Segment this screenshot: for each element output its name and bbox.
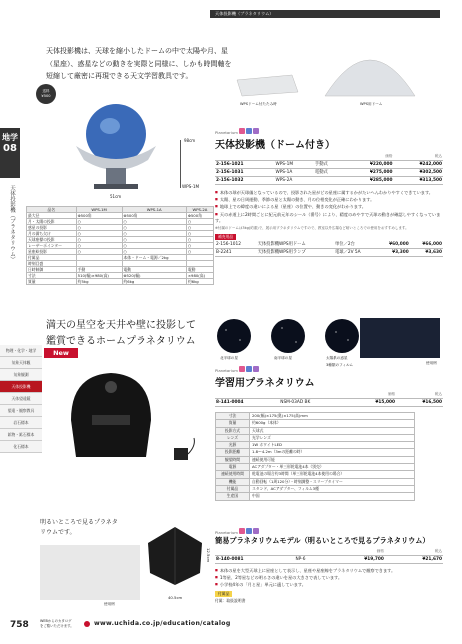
spec-key: 連続使用時間 — [216, 471, 250, 478]
option-spec: 単位／2台 — [334, 241, 377, 249]
spec-cell: ○ — [122, 225, 186, 231]
spec-header: WPS-2A — [186, 207, 213, 213]
price-type — [314, 177, 344, 185]
price-price: ¥275,000 — [344, 169, 394, 177]
spec-cell: 質量 — [27, 279, 77, 285]
spec-cell: 月・太陽の投影 — [27, 219, 77, 225]
spec-row — [216, 456, 415, 463]
product1-tag: Planetarium — [215, 130, 238, 135]
planetarium-image — [56, 365, 166, 465]
spec-cell: ○ — [186, 219, 213, 225]
spec-cell: 510(幅)×980(高) — [76, 273, 122, 279]
option-name: 天体投影機WPS用ランプ — [257, 249, 334, 257]
use-caption2: 使用例 — [104, 602, 115, 606]
spec-key: 付属品 — [216, 485, 250, 492]
spec-cell: ○ — [122, 243, 186, 249]
price-code: 2-156-1021 — [215, 161, 274, 169]
polyhedron-image — [144, 525, 206, 587]
spec-cell: 約6kg — [186, 279, 213, 285]
spec-cell: 約5kg — [76, 279, 122, 285]
accessory-text: 付属：取扱説明書 — [215, 597, 246, 603]
spec-value: 光学レンズ — [250, 434, 415, 441]
spec-cell: 電動 — [122, 267, 186, 273]
spec-cell: Φ520(幅) — [122, 273, 186, 279]
new-label: New — [44, 348, 78, 358]
spec-value: ACアダプター・単三形乾電池4本（別売） — [250, 464, 415, 471]
product3-tag: Planetarium — [215, 530, 238, 535]
projector-image — [56, 98, 176, 193]
spec-cell: ○ — [122, 219, 186, 225]
spec-key: 観望時間 — [216, 456, 250, 463]
spec-cell: ○ — [186, 237, 213, 243]
spec-row — [216, 478, 415, 485]
dim2-h: 12.5cm — [206, 548, 211, 563]
caption-folded: WPSドーム付たたみ時 — [240, 102, 277, 106]
price-model: WPS-1A — [274, 169, 313, 177]
spec-value: 1.8～4.2m（3mの距離の時） — [250, 449, 415, 456]
col-tax: 税込 — [393, 153, 443, 161]
option-tax: ¥3,630 — [410, 249, 443, 257]
spec-row — [216, 464, 415, 471]
side-nav-item[interactable]: 化石標本 — [0, 441, 42, 453]
product2-code: 8-141-0004 — [215, 399, 279, 407]
spec-key: 投影方式 — [216, 427, 250, 434]
category-tab — [0, 128, 20, 178]
spec-value: 天球式 — [250, 427, 415, 434]
side-nav-item[interactable]: 天体望遠鏡 — [0, 393, 42, 405]
option-code: 2-156-1012 — [215, 241, 257, 249]
product3-tax: ¥21,670 — [385, 556, 443, 564]
caption-dome: WPS用ドーム — [360, 102, 383, 106]
product3-title: 簡易プラネタリウムモデル（明るいところで見るプラネタリウム） — [215, 536, 430, 545]
product2-tax: ¥16,500 — [396, 399, 443, 407]
product3-price: ¥19,700 — [327, 556, 385, 564]
option-name: 天体投影機WPS用ドーム — [257, 241, 334, 249]
feature-item: ■ 太陽、星の日周運動、季節の星と太陽の動き、月の位相変化が正確にわかります。 — [215, 196, 443, 203]
spec-value: 200(幅)×175(奥)×175(高)mm — [250, 413, 415, 420]
height-dim: 98cm — [184, 138, 196, 143]
product3-price-table — [215, 548, 443, 564]
spec-cell: 日時制御 — [27, 267, 77, 273]
arrow-icon — [84, 621, 90, 627]
dim2-w: 40.5cm — [168, 595, 183, 600]
spec-cell: ○ — [76, 249, 122, 255]
spec-value: 乾電池の場合約3時間（単三形乾電池4本使用の場合） — [250, 471, 415, 478]
spec-key: 電源 — [216, 464, 250, 471]
spec-cell: ○ — [186, 225, 213, 231]
col-price: 価格 — [327, 548, 385, 556]
side-nav — [0, 345, 42, 453]
col-price: 価格 — [349, 391, 396, 399]
spec-cell: 星座絵投影 — [27, 249, 77, 255]
spec-value: 1W ホワイトLED — [250, 442, 415, 449]
col-tax: 税込 — [396, 391, 443, 399]
product2-model: NSM-03AD BK — [279, 399, 349, 407]
spec-row — [216, 413, 415, 420]
spec-row — [216, 493, 415, 500]
bottom-left-text: 明るいところで見るプラネタリウムです。 — [40, 519, 118, 536]
spec-cell: Φ500角 — [122, 213, 186, 219]
price-price: ¥285,000 — [344, 177, 394, 185]
product2-tag: Planetarium — [215, 368, 238, 373]
spec-cell: ○ — [122, 237, 186, 243]
spec-cell: 本体・ドーム・電源／2kg — [122, 255, 186, 261]
spec-row — [216, 427, 415, 434]
dark-room-photo — [40, 545, 140, 600]
product-label: WPS-1M — [182, 184, 200, 189]
spec-cell: 時刻目盛 — [27, 261, 77, 267]
folded-dome-image — [232, 70, 302, 100]
spec-value: スタンド、ACアダプター、フィルム3種 — [250, 485, 415, 492]
spec-key: 光源 — [216, 442, 250, 449]
category-title: 天体投影機（プラネタリウム） — [9, 185, 15, 262]
feature-item: ■ 天の赤道上に2時間ごとに紀元前元年のシール（番号）により、精度のめやすで天球の動きが確認しやすくなっています。 — [215, 211, 443, 224]
shipping-badge: 送料 ¥500 — [36, 84, 56, 104]
price-code: 2-156-1031 — [215, 169, 274, 177]
width-dim: 51cm — [110, 194, 122, 199]
price-tax: ¥242,000 — [393, 161, 443, 169]
product2-price-table — [215, 391, 443, 407]
option-code: B-2241 — [215, 249, 257, 257]
price-tax: ¥302,500 — [393, 169, 443, 177]
option-row — [215, 249, 443, 257]
spec-key: 生産国 — [216, 493, 250, 500]
dome-image — [320, 44, 420, 100]
spec-cell: ○ — [76, 243, 122, 249]
option-spec: 電球／2V 5A — [334, 249, 377, 257]
col-price: 価格 — [344, 153, 394, 161]
feature-item: ■ 1等星、2等星などの明るさの違いを星の大きさで表しています。 — [215, 574, 445, 581]
disc-caption-extra: 3種類のフィルム — [326, 363, 354, 367]
spec-row — [216, 420, 415, 427]
options-header: 補充用品 — [215, 234, 236, 240]
footer-note: WEBからのカタログをご覧いただけます。 — [40, 619, 74, 628]
spec-cell: 電動 — [186, 267, 213, 273]
price-row — [215, 177, 443, 185]
price-tax: ¥313,500 — [393, 177, 443, 185]
spec-row — [216, 442, 415, 449]
options-table — [215, 241, 443, 257]
spec-key: 投影距離 — [216, 449, 250, 456]
price-model: WPS-2A — [274, 177, 313, 185]
spec-row — [216, 485, 415, 492]
feature-item: ■ 小学校4年の「月と星」単元に適しています。 — [215, 581, 445, 588]
intro-text: 天体投影機は、天球を縮小したドームの中で太陽や月、星（星座）、惑星などの動きを実際と同様に、しかも時間軸を短縮して厳密に再現できる天文学習教具です。 — [46, 47, 232, 80]
accessory-header: 付属品 — [215, 591, 232, 597]
option-row — [215, 241, 443, 249]
spec-value: 自動回転（1周120分）・時刻調整・スリープタイマー — [250, 478, 415, 485]
spec-cell: ○ — [122, 231, 186, 237]
disc-caption: 北半球の星 — [220, 356, 238, 360]
spec-cell: 約6kg — [122, 279, 186, 285]
spec-cell: ○ — [186, 231, 213, 237]
feature-item: ■ 本体の星を大型天球上に星座として表示し、星座や星座線をプラネタリウムで観察できます。 — [215, 567, 445, 574]
height-line — [180, 140, 182, 188]
spec-cell: Φ500角 — [76, 213, 122, 219]
product2-price: ¥15,000 — [349, 399, 396, 407]
spec-cell: ○ — [76, 219, 122, 225]
spec-cell: ○ — [186, 243, 213, 249]
feature-item: ■ 地球上での緯度の違いによる星（星座）の位置や、動きの変化がわかります。 — [215, 203, 443, 210]
feature-item: ■ 本体の球が天球儀となっているので、投影された星がどの星座に属するかがたいへんわかりやすくできています。 — [215, 189, 443, 196]
spec-cell: ×980(高) — [186, 273, 213, 279]
section-header: 天体投影機（プラネタリウム） — [210, 10, 440, 18]
spec-key: レンズ — [216, 434, 250, 441]
side-nav-item[interactable]: 望遠・観察教具 — [0, 405, 42, 417]
spec-cell: レーザーポインター — [27, 243, 77, 249]
product1-features — [215, 189, 443, 224]
spec-row — [216, 449, 415, 456]
price-code: 2-156-1032 — [215, 177, 274, 185]
spec-cell: 最大径 — [27, 213, 77, 219]
spec-header: WPS-1A — [122, 207, 186, 213]
spec-cell: 月の満ち欠け — [27, 231, 77, 237]
usage-caption: 使用例 — [426, 361, 437, 365]
spec-key: 機能 — [216, 478, 250, 485]
product1-price-table — [215, 153, 443, 185]
spec-cell: ○ — [76, 225, 122, 231]
spec-value: 連続使用可能 — [250, 456, 415, 463]
page-number: 758 — [10, 620, 29, 630]
spec-key: 質量 — [216, 420, 250, 427]
adapter-image — [170, 436, 200, 466]
price-row — [215, 161, 443, 169]
spec-cell: 寸法 — [27, 273, 77, 279]
product3-code: 8-140-0081 — [215, 556, 294, 564]
spec-cell: ○ — [122, 249, 186, 255]
spec-cell: 天球座標の投影 — [27, 237, 77, 243]
footer-url[interactable]: www.uchida.co.jp/education/catalog — [94, 620, 231, 627]
spec-cell: ○ — [186, 249, 213, 255]
product1-title: 天体投影機（ドーム付き） — [215, 140, 335, 151]
side-nav-item[interactable]: 岩石標本 — [0, 417, 42, 429]
spec-key: 寸法 — [216, 413, 250, 420]
spec-cell: ○ — [76, 237, 122, 243]
col-tax: 税込 — [385, 548, 443, 556]
category-label: 地学 — [2, 133, 18, 142]
product2-specs — [215, 412, 415, 501]
side-nav-item[interactable]: 物理・化学・地学 — [0, 345, 42, 357]
price-type: 電動式 — [314, 169, 344, 177]
option-price: ¥3,300 — [377, 249, 410, 257]
spec-row — [216, 471, 415, 478]
spec-cell: 手動 — [76, 267, 122, 273]
product1-note: ※付属のドームは3kg(約重)で、展示用プラネタリウムですので、教室以外広場など暗いところでの使用をおすすめします。 — [215, 226, 409, 231]
side-nav-item[interactable]: 鉱物・鉱石標本 — [0, 429, 42, 441]
disc-caption: 太陽系の惑星 — [326, 356, 348, 360]
spec-row — [27, 279, 214, 285]
product3-features — [215, 567, 445, 589]
price-row — [215, 169, 443, 177]
disc-caption: 南半球の星 — [274, 356, 292, 360]
side-nav-item[interactable]: 気象天体観 — [0, 357, 42, 369]
product1-block — [215, 128, 445, 257]
spec-cell: 付属品 — [27, 255, 77, 261]
price-type: 手動式 — [314, 161, 344, 169]
spec-header: WPS-1M — [76, 207, 122, 213]
spec-cell: 惑星の投影 — [27, 225, 77, 231]
option-price: ¥60,000 — [377, 241, 410, 249]
usage-photo — [360, 318, 440, 358]
spec-header: 品名 — [27, 207, 77, 213]
price-model: WPS-1M — [274, 161, 313, 169]
product3-model: NP-6 — [294, 556, 326, 564]
spec-value: 約600g（本体） — [250, 420, 415, 427]
category-number: 08 — [3, 143, 17, 154]
spec-table — [26, 206, 214, 285]
side-nav-item[interactable]: 気象観測 — [0, 369, 42, 381]
product2-block — [215, 366, 445, 501]
spec-cell: Φ500角 — [186, 213, 213, 219]
spec-value: 中国 — [250, 493, 415, 500]
spec-cell: ○ — [76, 231, 122, 237]
option-tax: ¥66,000 — [410, 241, 443, 249]
product2-title: 学習用プラネタリウム — [215, 378, 315, 389]
spec-row — [216, 434, 415, 441]
price-price: ¥220,000 — [344, 161, 394, 169]
side-nav-item[interactable]: 天体投影機 — [0, 381, 42, 393]
headline: 満天の星空を天井や壁に投影して鑑賞できるホームプラネタリウム — [46, 320, 196, 347]
product3-block — [215, 528, 445, 604]
